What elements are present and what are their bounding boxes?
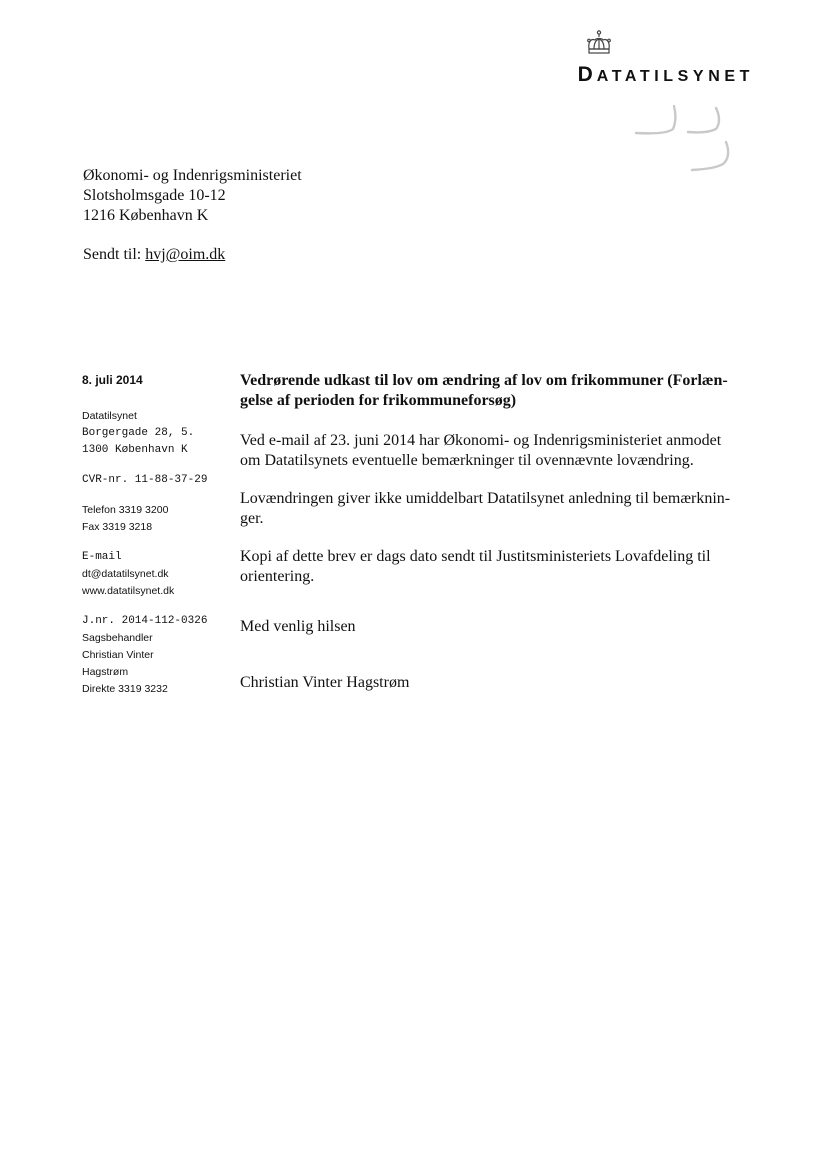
recipient-address: [83, 166, 302, 226]
subject-line-2: gelse af perioden for frikommuneforsøg): [240, 392, 517, 409]
paragraph-3-line-2: orientering.: [240, 568, 315, 585]
paragraph-1-line-1: Ved e-mail af 23. juni 2014 har Økonomi- og Indenrigsministeriet anmodet: [240, 432, 722, 449]
phone-number: Telefon 3319 3200: [82, 504, 169, 516]
crown-icon: [585, 30, 613, 57]
fax-number: Fax 3319 3218: [82, 521, 153, 533]
sent-to-email-link[interactable]: hvj@oim.dk: [145, 246, 226, 263]
sent-to-line: [83, 245, 225, 265]
letter-body: [240, 371, 760, 711]
sender-address: [82, 408, 232, 459]
caseworker-label: Sagsbehandler: [82, 632, 153, 644]
letter-date: 8. juli 2014: [82, 373, 143, 387]
paragraph-2-line-2: ger.: [240, 510, 264, 527]
journal-number: J.nr. 2014-112-0326: [82, 615, 208, 627]
recipient-city: 1216 København K: [83, 207, 209, 224]
closing-greeting: Med venlig hilsen: [240, 618, 356, 635]
paragraph-3: [240, 547, 760, 587]
cvr-block: [82, 472, 232, 489]
sender-city: 1300 København K: [82, 444, 188, 456]
paragraph-2: [240, 489, 760, 529]
brand-name: DATATILSYNET: [577, 63, 754, 86]
contact-block: [82, 549, 232, 600]
sender-email[interactable]: dt@datatilsynet.dk: [82, 568, 169, 580]
datatilsynet-logo: [528, 30, 758, 90]
paragraph-1: [240, 431, 760, 471]
subject-line-1: Vedrørende udkast til lov om ændring af lov om frikommuner (Forlæn-: [240, 372, 728, 389]
letter-subject: [240, 371, 760, 411]
sender-org: Datatilsynet: [82, 410, 137, 422]
sender-street: Borgergade 28, 5.: [82, 427, 195, 439]
case-block: [82, 613, 232, 698]
direct-phone: Direkte 3319 3232: [82, 683, 168, 695]
paragraph-3-line-1: Kopi af dette brev er dags dato sendt til Justitsministeriets Lovafdeling til: [240, 548, 711, 565]
paragraph-2-line-1: Lovændringen giver ikke umiddelbart Datatilsynet anledning til bemærknin-: [240, 490, 731, 507]
signature-name: Christian Vinter Hagstrøm: [240, 674, 410, 691]
sender-sidebar: [82, 372, 232, 711]
sender-website[interactable]: www.datatilsynet.dk: [82, 585, 175, 597]
phone-block: [82, 502, 232, 536]
paragraph-1-line-2: om Datatilsynets eventuelle bemærkninger til ovennævnte lovændring.: [240, 452, 694, 469]
email-label: E-mail: [82, 551, 122, 563]
caseworker-last-name: Hagstrøm: [82, 666, 129, 678]
recipient-street: Slotsholmsgade 10-12: [83, 187, 226, 204]
caseworker-first-name: Christian Vinter: [82, 649, 154, 661]
cvr-number: CVR-nr. 11-88-37-29: [82, 474, 208, 486]
recipient-name: Økonomi- og Indenrigsministeriet: [83, 167, 302, 184]
handwritten-marks: [630, 100, 740, 180]
sent-to-label: Sendt til:: [83, 246, 142, 263]
